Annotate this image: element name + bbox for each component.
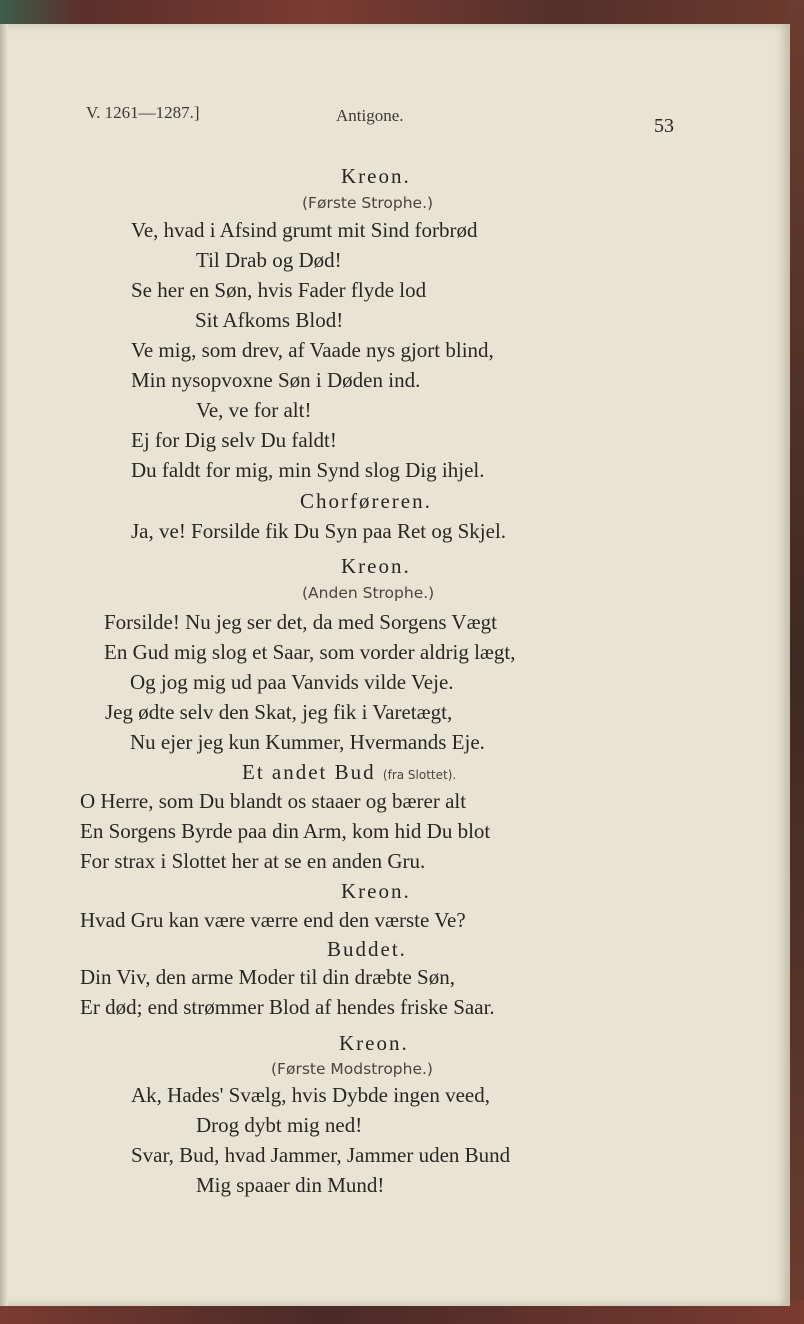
verse-line: Sit Afkoms Blod! (195, 308, 344, 332)
verse-line: Nu ejer jeg kun Kummer, Hvermands Eje. (130, 730, 485, 754)
speaker-kreon: Kreon. (341, 164, 411, 188)
speaker-kreon: Kreon. (341, 879, 411, 903)
verse-line: Ej for Dig selv Du faldt! (131, 428, 337, 452)
stage-direction: (Første Strophe.) (302, 194, 434, 212)
verse-line: Jeg ødte selv den Skat, jeg fik i Varetægt, (105, 700, 453, 724)
verse-line: Min nysopvoxne Søn i Døden ind. (131, 368, 421, 392)
speaker-chorus-leader: Chorføreren. (300, 489, 432, 513)
book-page (0, 24, 790, 1306)
verse-line: Og jog mig ud paa Vanvids vilde Veje. (130, 670, 454, 694)
stage-direction: (Anden Strophe.) (302, 584, 435, 602)
verse-line: Ak, Hades' Svælg, hvis Dybde ingen veed, (131, 1083, 490, 1107)
header-title: Antigone. (336, 106, 404, 125)
speaker-kreon: Kreon. (341, 554, 411, 578)
verse-line: O Herre, som Du blandt os staaer og bærer alt (80, 789, 467, 813)
verse-line: Ve, ve for alt! (196, 398, 312, 422)
page-gutter-shadow (0, 24, 8, 1306)
verse-line: Ja, ve! Forsilde fik Du Syn paa Ret og Skjel. (131, 519, 507, 543)
page-number: 53 (654, 115, 674, 137)
speaker-kreon: Kreon. (339, 1031, 409, 1055)
verse-line: Mig spaaer din Mund! (196, 1173, 385, 1197)
verse-line: Er død; end strømmer Blod af hendes friske Saar. (80, 995, 495, 1019)
stage-direction: (Første Modstrophe.) (271, 1060, 433, 1078)
header-verse-range: V. 1261—1287.] (86, 103, 200, 122)
verse-line: Svar, Bud, hvad Jammer, Jammer uden Bund (131, 1143, 511, 1167)
verse-line: Se her en Søn, hvis Fader flyde lod (131, 278, 427, 302)
verse-line: For strax i Slottet her at se en anden Gru. (80, 849, 426, 873)
verse-line: Til Drab og Død! (196, 248, 342, 272)
verse-line: Drog dybt mig ned! (196, 1113, 363, 1137)
book-binding-top (0, 0, 804, 26)
speaker-note: (fra Slottet). (382, 768, 457, 782)
book-binding-right (788, 0, 804, 1324)
verse-line: Din Viv, den arme Moder til din dræbte Søn, (80, 965, 455, 989)
speaker-messenger (242, 762, 456, 783)
speaker-messenger-short: Buddet. (327, 937, 407, 961)
verse-line: Hvad Gru kan være værre end den værste Ve? (80, 908, 466, 932)
verse-line: En Gud mig slog et Saar, som vorder aldrig lægt, (104, 640, 516, 664)
verse-line: Du faldt for mig, min Synd slog Dig ihjel. (131, 458, 485, 482)
verse-line: Ve, hvad i Afsind grumt mit Sind forbrød (131, 218, 478, 242)
verse-line: Forsilde! Nu jeg ser det, da med Sorgens Vægt (104, 610, 497, 634)
verse-line: Ve mig, som drev, af Vaade nys gjort blind, (131, 338, 494, 362)
speaker-name: Et andet Bud (242, 760, 376, 784)
verse-line: En Sorgens Byrde paa din Arm, kom hid Du blot (80, 819, 491, 843)
